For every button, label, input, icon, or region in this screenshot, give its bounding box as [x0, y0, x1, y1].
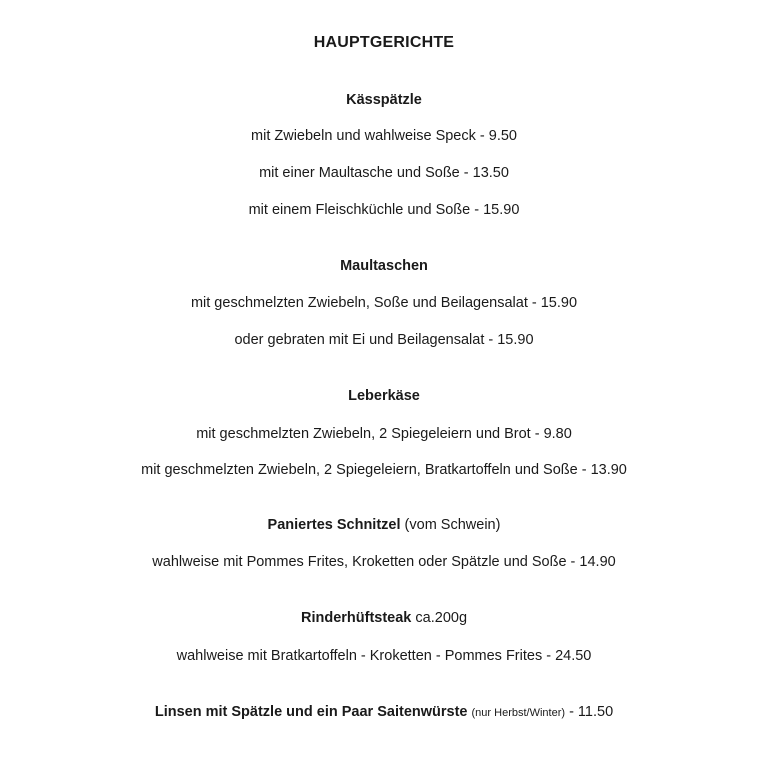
dish-note: (nur Herbst/Winter): [471, 707, 566, 719]
dish-name-maultaschen: Maultaschen: [340, 258, 428, 274]
dish-option: wahlweise mit Pommes Frites, Kroketten oder Spätzle und Soße - 14.90: [152, 554, 616, 570]
dish-name-schnitzel: Paniertes Schnitzel: [267, 517, 401, 533]
dish-option: wahlweise mit Bratkartoffeln - Kroketten - Pommes Frites - 24.50: [176, 648, 592, 664]
dish-title-schnitzel: [0, 515, 768, 535]
dish-note: (vom Schwein): [404, 517, 501, 533]
dish-option: mit geschmelzten Zwiebeln, 2 Spiegeleiern und Brot - 9.80: [196, 426, 572, 442]
dish-option: mit geschmelzten Zwiebeln, 2 Spiegeleiern, Bratkartoffeln und Soße - 13.90: [141, 462, 627, 478]
dish-option: mit einem Fleischküchle und Soße - 15.90: [248, 202, 520, 218]
dish-name-leberkaese: Leberkäse: [348, 388, 420, 404]
section-heading: HAUPTGERICHTE: [313, 34, 455, 51]
dish-option: mit geschmelzten Zwiebeln, Soße und Beilagensalat - 15.90: [190, 295, 578, 311]
dish-note: ca.200g: [415, 610, 468, 626]
dish-name-kaesspaetzle: Kässpätzle: [346, 92, 422, 108]
dish-option: oder gebraten mit Ei und Beilagensalat - 15.90: [234, 332, 534, 348]
dish-price: - 11.50: [569, 704, 614, 720]
dish-name-linsen: Linsen mit Spätzle und ein Paar Saitenwürste: [154, 704, 468, 720]
dish-option: mit Zwiebeln und wahlweise Speck - 9.50: [251, 128, 517, 144]
dish-title-linsen: [0, 702, 768, 723]
dish-name-steak: Rinderhüftsteak: [300, 610, 412, 626]
dish-title-steak: [0, 608, 768, 628]
dish-option: mit einer Maultasche und Soße - 13.50: [259, 165, 509, 181]
